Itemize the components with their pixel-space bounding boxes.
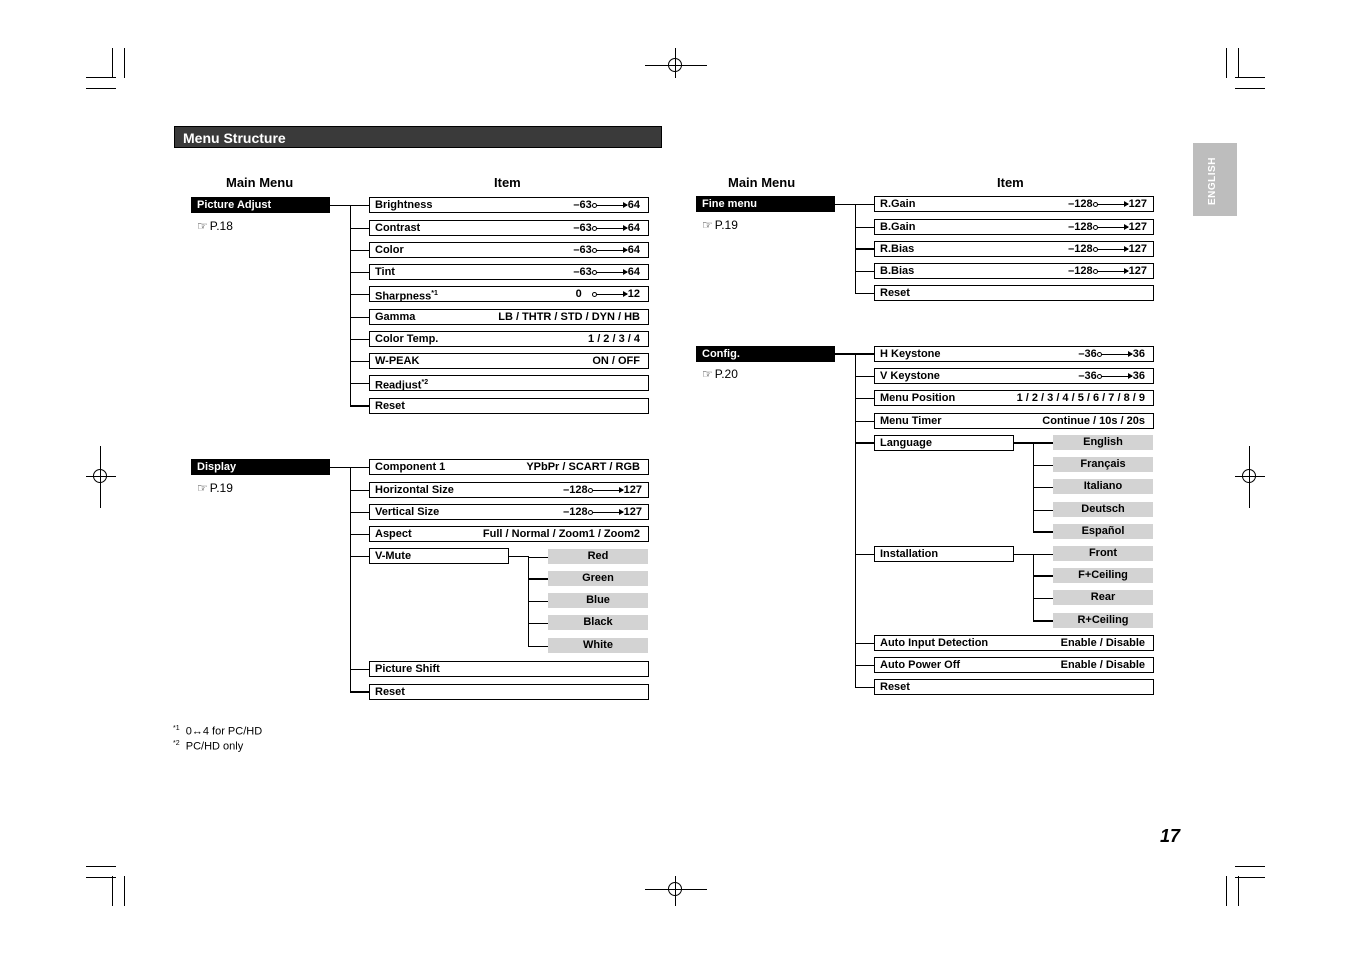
- menu-fine-menu: Fine menu: [696, 196, 835, 212]
- item-v-mute: V-Mute: [369, 548, 509, 564]
- range-arrow-icon: [1094, 249, 1128, 250]
- option-english: English: [1053, 435, 1153, 450]
- option-francais: Français: [1053, 457, 1153, 472]
- language-tab: [1193, 143, 1237, 216]
- item-brightness: Brightness –63 64: [369, 197, 649, 213]
- item-horizontal-size: Horizontal Size –128 127: [369, 482, 649, 498]
- item-sharpness: Sharpness$^{*1}$ 0 12: [369, 286, 649, 302]
- footnote-1: $^{*1}$ 0↔4 for PC/HD: [173, 725, 263, 738]
- range-arrow-icon: [1094, 204, 1128, 205]
- item-language: Language: [874, 435, 1014, 451]
- item-menu-position: Menu Position 1 / 2 / 3 / 4 / 5 / 6 / 7 / 8 / 9: [874, 390, 1154, 406]
- option-f-ceiling: F+Ceiling: [1053, 568, 1153, 583]
- range-arrow-icon: [593, 294, 627, 295]
- item-reset-config: Reset: [874, 679, 1154, 695]
- item-reset-display: Reset: [369, 684, 649, 700]
- range-arrow-icon: [593, 228, 627, 229]
- range-arrow-icon: [589, 490, 623, 491]
- ref-display: ☞ P.19: [197, 481, 233, 495]
- item-reset-fine: Reset: [874, 285, 1154, 301]
- option-italiano: Italiano: [1053, 479, 1153, 494]
- main-menu-header-right: Main Menu: [728, 175, 796, 190]
- item-installation: Installation: [874, 546, 1014, 562]
- menu-config: Config.: [696, 346, 835, 362]
- item-vertical-size: Vertical Size –128 127: [369, 504, 649, 520]
- item-aspect: Aspect Full / Normal / Zoom1 / Zoom2: [369, 526, 649, 542]
- page-number: 17: [1160, 826, 1181, 846]
- item-v-keystone: V Keystone –36 36: [874, 368, 1154, 384]
- item-picture-shift: Picture Shift: [369, 661, 649, 677]
- item-color: Color –63 64: [369, 242, 649, 258]
- item-b-gain: B.Gain –128 127: [874, 219, 1154, 235]
- item-header-right: Item: [997, 175, 1024, 190]
- pointing-hand-icon: ☞: [702, 367, 713, 381]
- option-black: Black: [548, 615, 648, 630]
- item-header-left: Item: [494, 175, 521, 190]
- option-espanol: Español: [1053, 524, 1153, 539]
- option-white: White: [548, 638, 648, 653]
- option-blue: Blue: [548, 593, 648, 608]
- item-component-1: Component 1 YPbPr / SCART / RGB: [369, 459, 649, 475]
- menu-display: Display: [191, 459, 330, 475]
- option-front: Front: [1053, 546, 1153, 561]
- ref-config: ☞ P.20: [702, 367, 738, 381]
- pointing-hand-icon: ☞: [702, 218, 713, 232]
- footnote-2: $^{*2}$ PC/HD only: [173, 740, 244, 753]
- item-r-gain: R.Gain –128 127: [874, 196, 1154, 212]
- item-h-keystone: H Keystone –36 36: [874, 346, 1154, 362]
- range-arrow-icon: [593, 272, 627, 273]
- option-rear: Rear: [1053, 590, 1153, 605]
- ref-picture-adjust: ☞ P.18: [197, 219, 233, 233]
- item-reset-picture: Reset: [369, 398, 649, 414]
- range-arrow-icon: [593, 250, 627, 251]
- range-arrow-icon: [593, 205, 627, 206]
- ref-fine-menu: ☞ P.19: [702, 218, 738, 232]
- section-title: Menu Structure: [183, 130, 286, 146]
- item-w-peak: W-PEAK ON / OFF: [369, 353, 649, 369]
- range-arrow-icon: [1094, 271, 1128, 272]
- pointing-hand-icon: ☞: [197, 219, 208, 233]
- language-tab-label: ENGLISH: [1207, 157, 1218, 205]
- item-color-temp: Color Temp. 1 / 2 / 3 / 4: [369, 331, 649, 347]
- main-menu-header-left: Main Menu: [226, 175, 294, 190]
- range-arrow-icon: [1098, 354, 1132, 355]
- item-contrast: Contrast –63 64: [369, 220, 649, 236]
- pointing-hand-icon: ☞: [197, 481, 208, 495]
- option-red: Red: [548, 549, 648, 564]
- item-auto-power-off: Auto Power Off Enable / Disable: [874, 657, 1154, 673]
- item-r-bias: R.Bias –128 127: [874, 241, 1154, 257]
- range-arrow-icon: [1094, 227, 1128, 228]
- item-tint: Tint –63 64: [369, 264, 649, 280]
- option-r-ceiling: R+Ceiling: [1053, 613, 1153, 628]
- item-readjust: Readjust$^{*2}$: [369, 375, 649, 391]
- item-b-bias: B.Bias –128 127: [874, 263, 1154, 279]
- item-auto-input-detection: Auto Input Detection Enable / Disable: [874, 635, 1154, 651]
- section-title-bar: [174, 126, 662, 148]
- range-arrow-icon: [589, 512, 623, 513]
- range-arrow-icon: [1098, 376, 1132, 377]
- option-deutsch: Deutsch: [1053, 502, 1153, 517]
- menu-picture-adjust: Picture Adjust: [191, 197, 330, 213]
- item-menu-timer: Menu Timer Continue / 10s / 20s: [874, 413, 1154, 429]
- option-green: Green: [548, 571, 648, 586]
- item-gamma: Gamma LB / THTR / STD / DYN / HB: [369, 309, 649, 325]
